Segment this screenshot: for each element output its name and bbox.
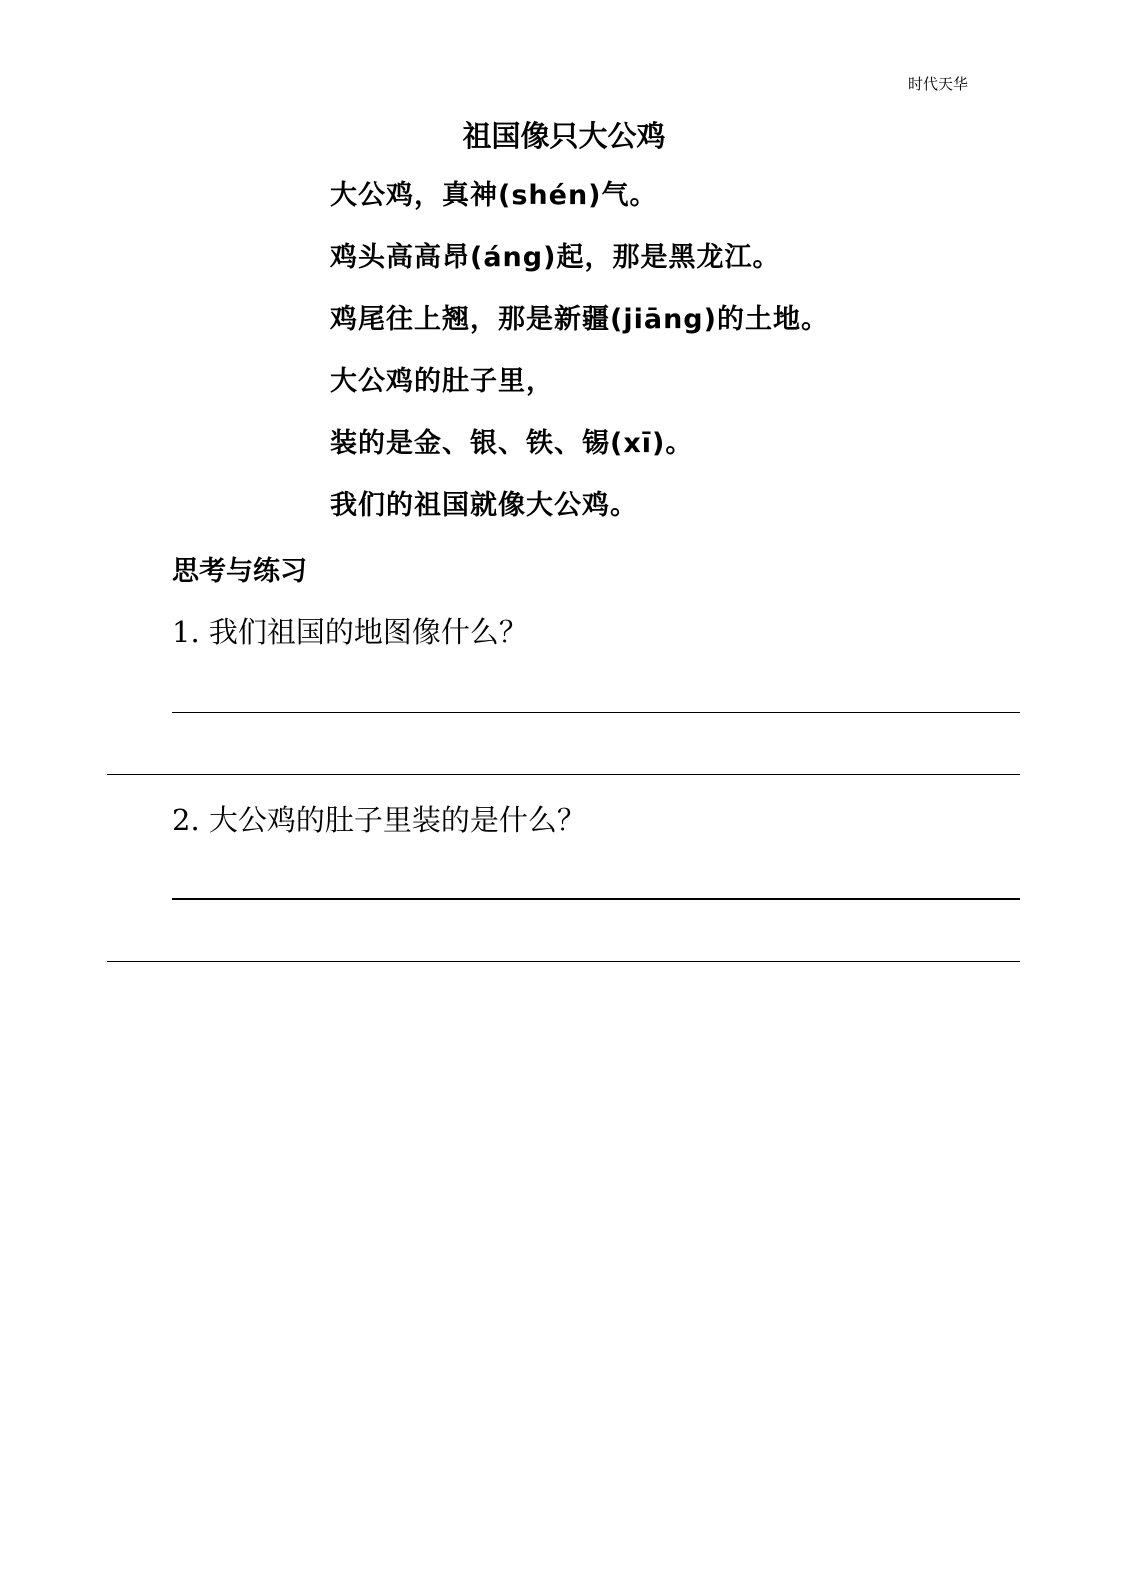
answer-line: [107, 774, 1020, 775]
poem-line: 鸡头高高昂(áng)起，那是黑龙江。: [330, 242, 781, 273]
question-2: 2. 大公鸡的肚子里装的是什么？: [172, 803, 586, 837]
poem-line: 大公鸡，真神(shén)气。: [330, 180, 658, 211]
answer-line: [107, 961, 1020, 962]
poem-line: 装的是金、银、铁、锡(xī)。: [330, 428, 694, 459]
answer-line: [172, 712, 1020, 713]
poem-line: 大公鸡的肚子里，: [330, 366, 554, 397]
answer-line: [172, 898, 1020, 900]
header-label: 时代天华: [908, 75, 969, 93]
poem: [330, 172, 829, 544]
poem-line: 我们的祖国就像大公鸡。: [330, 490, 638, 521]
exercises-heading: 思考与练习: [172, 556, 307, 587]
question-1: 1. 我们祖国的地图像什么？: [172, 615, 528, 649]
page-title: 祖国像只大公鸡: [462, 119, 666, 153]
poem-line: 鸡尾往上翘，那是新疆(jiāng)的土地。: [330, 304, 829, 335]
